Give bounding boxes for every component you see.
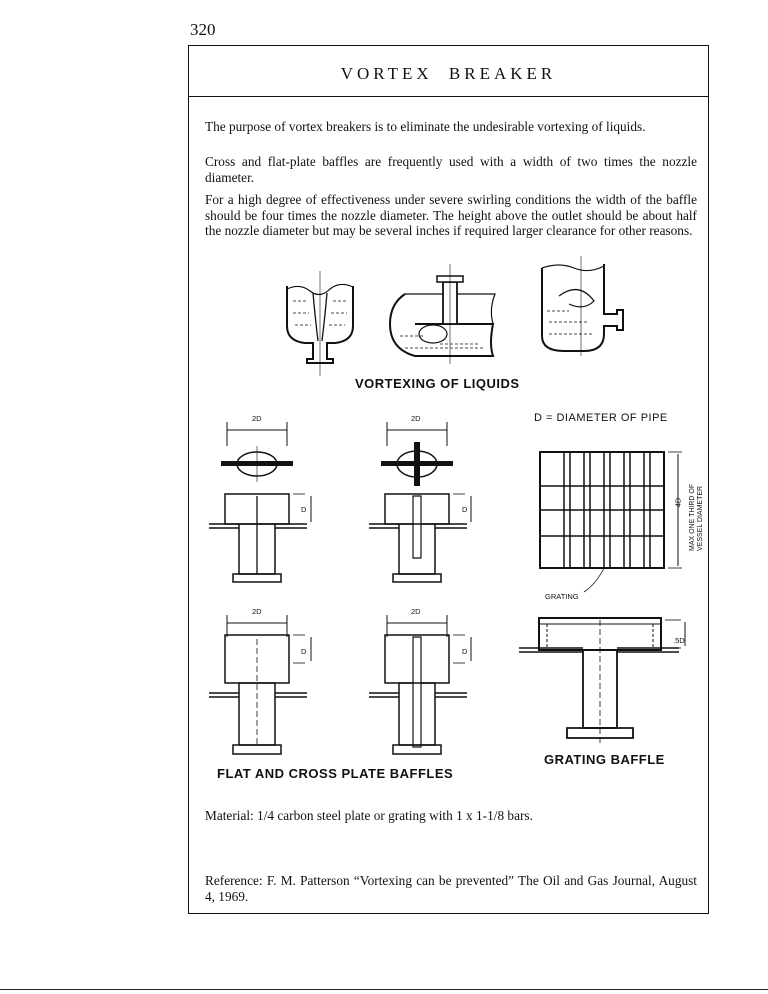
paragraph-effectiveness: For a high degree of effectiveness under severe swirling conditions the width of the baffle should be four times the nozzle diameter. The height above the outlet should be about half the nozzle diameter but may be several inches if required larger clearance for other reasons. (205, 192, 697, 238)
paragraph-purpose: The purpose of vortex breakers is to eliminate the undesirable vortexing of liquids. (205, 119, 646, 134)
max-note-line2: VESSEL DIAMETER (697, 485, 704, 551)
vortex-vessel-3 (539, 256, 629, 356)
paragraph-baffle-width: Cross and flat-plate baffles are frequently used with a width of two times the nozzle diameter. (205, 154, 697, 185)
dim-4d-label: 4D (673, 497, 683, 508)
flat-baffle-diagram-bottom (209, 611, 319, 761)
bottom-rule (0, 989, 768, 990)
page-title: VORTEX BREAKER (340, 64, 557, 83)
reference-note: Reference: F. M. Patterson “Vortexing can be prevented” The Oil and Gas Journal, August 4, 1969. (205, 873, 697, 904)
flat-baffle-diagram-top (209, 416, 319, 586)
dim-2d-label: 2D (252, 607, 262, 616)
title-bar (189, 46, 708, 97)
dim-d-label: D (462, 505, 468, 514)
dim-2d-label: 2D (411, 414, 421, 423)
diameter-note: D = DIAMETER OF PIPE (534, 412, 668, 424)
dim-d-label: D (462, 647, 468, 656)
grating-label: GRATING (545, 592, 579, 601)
material-note: Material: 1/4 carbon steel plate or grating with 1 x 1-1/8 bars. (205, 808, 533, 823)
cross-baffle-diagram-bottom (369, 611, 479, 761)
dim-2d-label: 2D (252, 414, 262, 423)
dim-d-label: D (301, 647, 307, 656)
vortexing-caption: VORTEXING OF LIQUIDS (355, 376, 520, 391)
dim-d-label: D (301, 505, 307, 514)
grating-baffle-diagram (519, 614, 694, 754)
vortex-vessel-1 (285, 271, 355, 376)
dim-2d-label: 2D (411, 607, 421, 616)
vortex-vessel-2 (385, 264, 497, 364)
page-number: 320 (190, 20, 216, 39)
content-frame (188, 45, 709, 914)
flat-cross-caption: FLAT AND CROSS PLATE BAFFLES (217, 766, 454, 781)
grating-baffle-caption: GRATING BAFFLE (544, 752, 665, 767)
dim-half-d-label: .5D (673, 636, 685, 645)
max-note-line1: MAX ONE THIRD OF (689, 483, 696, 551)
grating-plan-diagram (534, 446, 684, 596)
cross-baffle-diagram-top (369, 416, 479, 586)
